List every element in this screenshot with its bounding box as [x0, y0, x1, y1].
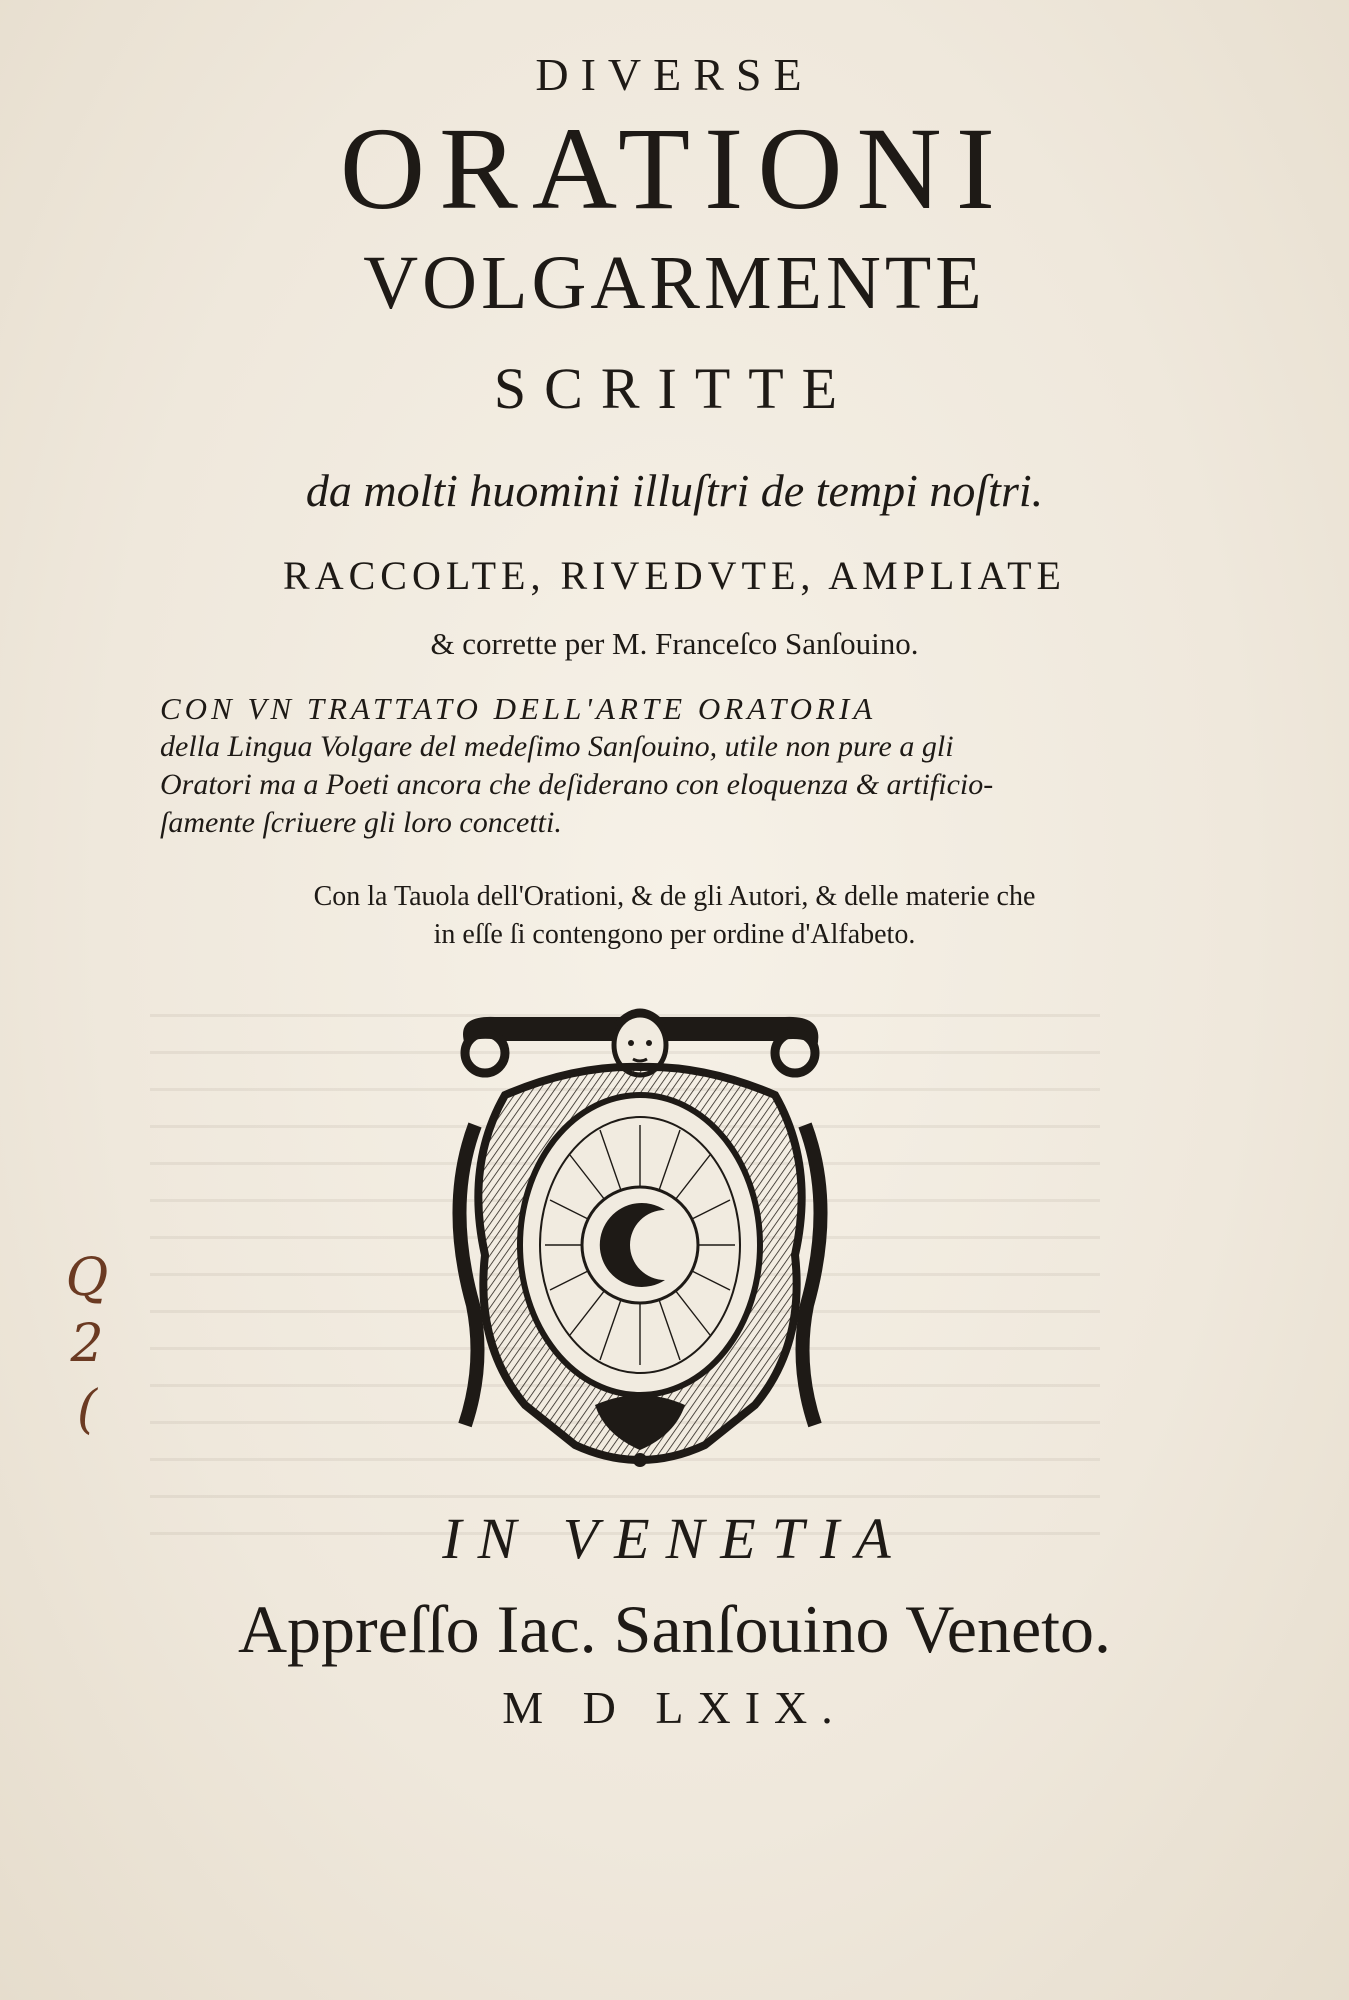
index-description — [0, 878, 1349, 954]
imprint-printer: Appreſſo Iac. Sanſouino Veneto. — [237, 1591, 1112, 1667]
title-diverse: DIVERSE — [535, 49, 814, 100]
index-line: Con la Tauola dell'Orationi, & de gli Autori, & delle materie che — [313, 881, 1036, 912]
index-line: in eſſe ſi contengono per ordine d'Alfabeto. — [433, 919, 916, 950]
subtitle-editor: & corrette per M. Franceſco Sanſouino. — [430, 626, 919, 661]
title-scritte: SCRITTE — [493, 356, 856, 421]
treatise-line: Oratori ma a Poeti ancora che deſiderano con eloquenza & artificio- — [160, 768, 994, 801]
subtitle-authors: da molti huomini illuſtri de tempi noſtri. — [305, 465, 1044, 516]
treatise-line: della Lingua Volgare del medeſimo Sanſouino, utile non pure a gli — [160, 730, 954, 763]
manuscript-line: Q — [65, 1248, 109, 1308]
manuscript-line: 2 — [70, 1314, 104, 1374]
treatise-line: ſamente ſcriuere gli loro concetti. — [160, 806, 562, 839]
treatise-description — [160, 690, 1170, 842]
manuscript-annotation — [42, 1245, 132, 1443]
title-orationi: ORATIONI — [339, 103, 1010, 234]
subtitle-raccolte: RACCOLTE, RIVEDVTE, AMPLIATE — [283, 553, 1066, 598]
title-volgarmente: VOLGARMENTE — [363, 241, 986, 325]
imprint-year: M D LXIX. — [502, 1682, 847, 1733]
printers-device-crescent-moon-icon — [445, 1005, 835, 1467]
treatise-line: CON VN TRATTATO DELL'ARTE ORATORIA — [160, 691, 877, 726]
imprint-place: IN VENETIA — [442, 1506, 907, 1571]
manuscript-line: ( — [76, 1380, 98, 1440]
